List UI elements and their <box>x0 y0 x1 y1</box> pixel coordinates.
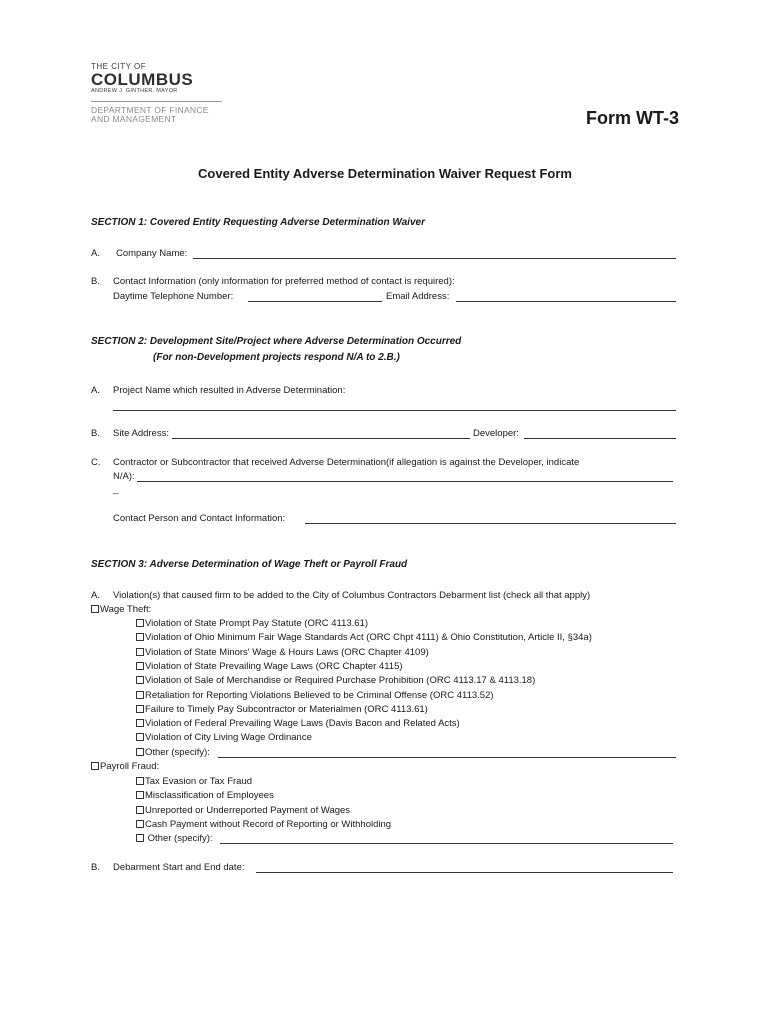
wage-theft-item-label: Violation of Federal Prevailing Wage Laws (Davis Bacon and Related Acts) <box>145 718 460 730</box>
payroll-fraud-checkbox[interactable] <box>91 761 159 773</box>
page-title: Covered Entity Adverse Determination Waiver Request Form <box>198 166 572 181</box>
logo-columbus: COLUMBUS <box>91 70 194 89</box>
developer-label: Developer: <box>473 428 519 439</box>
contact-person-field[interactable] <box>305 523 676 524</box>
s1-b-marker: B. <box>91 276 100 287</box>
wage-theft-label: Wage Theft: <box>100 604 152 615</box>
wage-theft-item-checkbox[interactable] <box>136 632 592 644</box>
wage-theft-item-checkbox[interactable] <box>136 690 494 702</box>
wage-theft-other-field[interactable] <box>218 757 676 758</box>
wage-theft-item-label: Violation of State Minors' Wage & Hours Laws (ORC Chapter 4109) <box>145 646 429 658</box>
company-name-field[interactable] <box>193 258 676 259</box>
debarment-dates-field[interactable] <box>256 872 673 873</box>
s2-c-marker: C. <box>91 457 101 468</box>
site-address-label: Site Address: <box>113 428 169 439</box>
wage-theft-checkbox[interactable] <box>91 604 151 616</box>
s1-a-marker: A. <box>91 248 100 259</box>
section3-heading: SECTION 3: Adverse Determination of Wage Theft or Payroll Fraud <box>91 559 408 570</box>
section2-heading: SECTION 2: Development Site/Project where Adverse Determination Occurred <box>91 336 462 347</box>
checkbox-icon <box>136 633 144 641</box>
phone-field[interactable] <box>248 301 382 302</box>
wage-theft-other-label: Other (specify): <box>145 747 210 758</box>
checkbox-icon <box>136 733 144 741</box>
payroll-fraud-item-checkbox[interactable] <box>136 819 391 831</box>
payroll-fraud-item-checkbox[interactable] <box>136 776 252 788</box>
payroll-other-field[interactable] <box>220 843 673 844</box>
payroll-other-checkbox[interactable] <box>136 833 213 845</box>
project-name-label: Project Name which resulted in Adverse Determination: <box>113 385 346 396</box>
checkbox-icon <box>136 806 144 814</box>
s2-b-marker: B. <box>91 428 100 439</box>
payroll-fraud-item-label: Tax Evasion or Tax Fraud <box>145 776 253 787</box>
checkbox-icon <box>136 648 144 656</box>
site-address-field[interactable] <box>172 438 470 439</box>
checkbox-icon <box>136 820 144 828</box>
checkbox-icon <box>136 705 144 713</box>
checkbox-icon <box>136 619 144 627</box>
wage-theft-item-label: Retaliation for Reporting Violations Believed to be Criminal Offense (ORC 4113.52) <box>145 689 494 701</box>
checkbox-icon <box>91 762 99 770</box>
company-name-label: Company Name: <box>116 248 188 259</box>
section2-subheading: (For non-Development projects respond N/A to 2.B.) <box>153 352 400 363</box>
payroll-fraud-item-checkbox[interactable] <box>136 805 350 817</box>
payroll-fraud-item-label: Misclassification of Employees <box>145 790 274 802</box>
wage-theft-item-checkbox[interactable] <box>136 718 460 730</box>
checkbox-icon <box>136 748 144 756</box>
contractor-label: Contractor or Subcontractor that received Adverse Determination(if allegation is against the Developer, indicate <box>113 457 580 468</box>
logo-dept-line1: DEPARTMENT OF FINANCE <box>91 105 209 115</box>
wage-theft-item-label: Violation of City Living Wage Ordinance <box>145 732 312 744</box>
checkbox-icon <box>91 605 99 613</box>
contact-person-label: Contact Person and Contact Information: <box>113 513 286 524</box>
payroll-fraud-label: Payroll Fraud: <box>100 761 160 772</box>
contractor-na-label: N/A): <box>113 471 135 482</box>
checkbox-icon <box>136 777 144 785</box>
form-number: Form WT-3 <box>586 108 679 128</box>
wage-theft-item-checkbox[interactable] <box>136 704 428 716</box>
wage-theft-item-checkbox[interactable] <box>136 675 535 687</box>
checkbox-icon <box>136 676 144 684</box>
checkbox-icon <box>136 719 144 727</box>
checkbox-icon <box>136 834 144 842</box>
wage-theft-item-label: Violation of State Prevailing Wage Laws (ORC Chapter 4115) <box>145 660 403 672</box>
payroll-fraud-item-label: Cash Payment without Record of Reporting or Withholding <box>145 818 392 830</box>
checkbox-icon <box>136 691 144 699</box>
wage-theft-item-checkbox[interactable] <box>136 732 312 744</box>
logo-dept-line2: AND MANAGEMENT <box>91 114 177 124</box>
contractor-field-overflow: _ <box>113 484 119 495</box>
payroll-other-label: Other (specify): <box>147 833 213 844</box>
payroll-fraud-item-checkbox[interactable] <box>136 790 274 802</box>
wage-theft-item-label: Failure to Timely Pay Subcontractor or Materialmen (ORC 4113.61) <box>145 703 428 715</box>
wage-theft-item-checkbox[interactable] <box>136 618 368 630</box>
contractor-field[interactable] <box>137 481 673 482</box>
wage-theft-other-checkbox[interactable] <box>136 747 210 759</box>
email-label: Email Address: <box>386 291 450 302</box>
email-field[interactable] <box>456 301 676 302</box>
wage-theft-item-label: Violation of Ohio Minimum Fair Wage Standards Act (ORC Chpt 4111) & Ohio Constitution, Article II, §34a) <box>145 632 592 644</box>
developer-field[interactable] <box>524 438 676 439</box>
violations-label: Violation(s) that caused firm to be added to the City of Columbus Contractors Debarment list (check all that apply) <box>113 590 591 601</box>
wage-theft-item-checkbox[interactable] <box>136 647 429 659</box>
section1-heading: SECTION 1: Covered Entity Requesting Adverse Determination Waiver <box>91 217 425 228</box>
wage-theft-item-label: Violation of Sale of Merchandise or Required Purchase Prohibition (ORC 4113.17 & 4113.18) <box>145 675 536 687</box>
logo-city-of: THE CITY OF <box>91 62 147 71</box>
project-name-field[interactable] <box>113 410 676 411</box>
logo-mayor: ANDREW J. GINTHER, MAYOR <box>91 88 178 94</box>
payroll-fraud-item-label: Unreported or Underreported Payment of Wages <box>145 804 351 816</box>
s3-b-marker: B. <box>91 862 100 873</box>
contact-info-label: Contact Information (only information for preferred method of contact is required): <box>113 276 455 287</box>
logo-divider <box>91 101 222 102</box>
wage-theft-item-label: Violation of State Prompt Pay Statute (ORC 4113.61) <box>145 618 369 629</box>
debarment-dates-label: Debarment Start and End date: <box>113 862 245 873</box>
s3-a-marker: A. <box>91 590 100 601</box>
city-logo <box>91 62 222 124</box>
phone-label: Daytime Telephone Number: <box>113 291 234 302</box>
checkbox-icon <box>136 662 144 670</box>
wage-theft-item-checkbox[interactable] <box>136 661 403 673</box>
s2-a-marker: A. <box>91 385 100 396</box>
checkbox-icon <box>136 791 144 799</box>
